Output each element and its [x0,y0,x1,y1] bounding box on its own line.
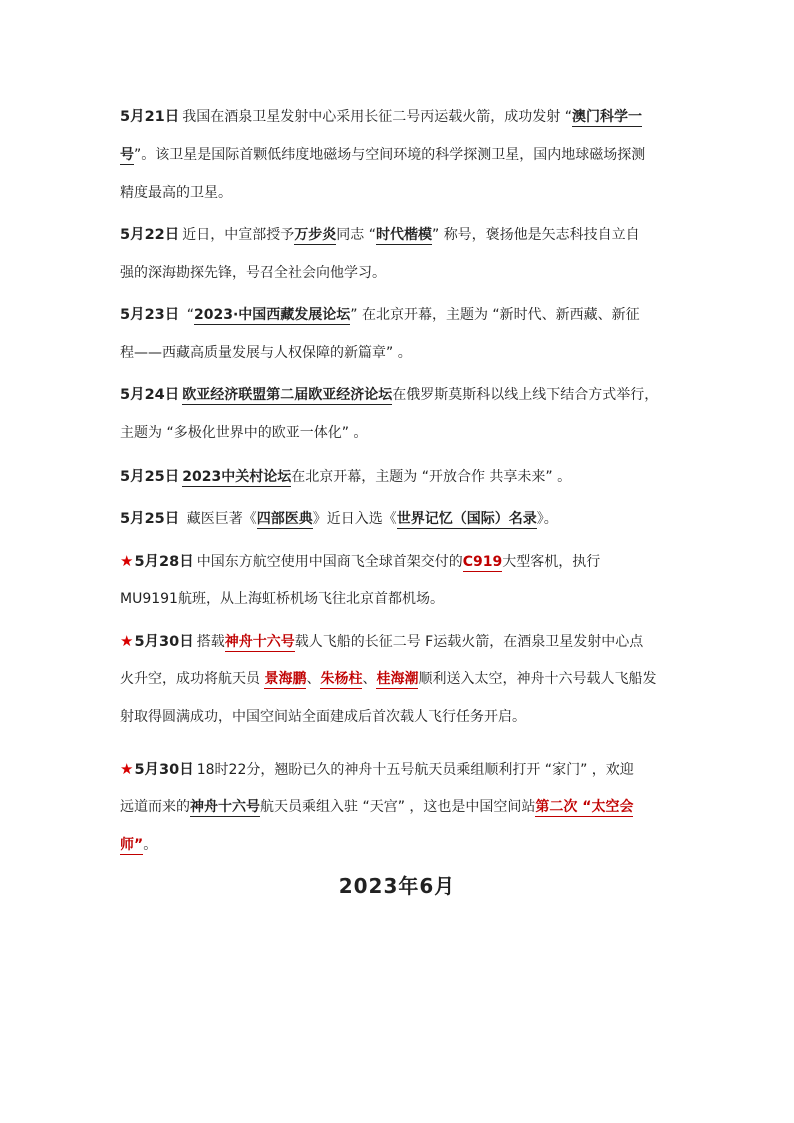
entry-line [120,458,700,496]
highlighted-term: 桂海潮 [376,671,419,687]
highlighted-term: 朱杨柱 [320,671,363,687]
entry-text: 在俄罗斯莫斯科以线上线下结合方式举行， [392,387,659,403]
entry-text: 在北京开幕，主题为 “开放合作 共享未来” 。 [291,469,572,485]
entry-line [120,500,700,538]
entry-line [120,296,700,334]
highlighted-term: 澳门科学一 [571,109,642,125]
entry-text: 》。 [536,511,558,527]
highlighted-term: 欧亚经济联盟第二届欧亚经济论坛 [182,387,393,403]
highlighted-term: C919 [462,554,503,570]
entry-line [120,750,700,788]
entry-text: 近日，中宣部授予 [182,227,295,243]
highlighted-term: 时代楷模 [375,227,432,243]
entry-line [120,376,700,414]
entry-text: 、 [362,671,377,687]
star-icon: ★ [120,760,134,778]
entry-line [120,254,700,292]
timeline-entry [120,542,700,618]
highlighted-term: 第二次 “太空会 [535,799,634,815]
timeline-entry [120,622,700,736]
timeline-entry [120,500,700,538]
entry-text: 中国东方航空使用中国商飞全球首架交付的 [196,554,463,570]
entry-line [120,334,700,372]
entry-line [120,660,700,698]
entry-text: 同志 “ [336,227,376,243]
entry-date: 5月25日 [120,511,180,527]
timeline-entry [120,376,700,452]
star-icon: ★ [120,632,134,650]
timeline-entry [120,296,700,372]
star-icon: ★ [120,552,134,570]
entry-text: 我国在酒泉卫星发射中心采用长征二号丙运载火箭，成功发射 “ [182,109,572,125]
entry-line [120,174,700,212]
entry-text: 、 [306,671,321,687]
highlighted-term: 2023中关村论坛 [182,469,292,485]
entry-text: ”。该卫星是国际首颗低纬度地磁场与空间环境的科学探测卫星，国内地球磁场探测 [134,147,646,163]
entry-text: 航天员乘组入驻 “天宫” ，这也是中国空间站 [260,799,536,815]
entry-text: ” 称号，褒扬他是矢志科技自立自 [431,227,640,243]
entry-line [120,542,700,580]
entry-line [120,788,700,826]
entry-text: 搭载 [196,634,225,650]
entry-line [120,826,700,864]
month-heading: 2023年6月 [338,874,456,898]
highlighted-term: 师” [120,837,144,853]
highlighted-term: 景海鹏 [264,671,307,687]
highlighted-term: 万步炎 [294,227,337,243]
entry-text: 火升空，成功将航天员 [120,671,265,687]
entry-line [120,580,700,618]
entry-date: 5月30日 [134,762,194,778]
entry-text: 远道而来的 [120,799,190,815]
timeline-entry [120,458,700,496]
entry-date: 5月21日 [120,109,180,125]
highlighted-term: 神舟十六号 [190,799,260,815]
entry-line [120,622,700,660]
entry-date: 5月22日 [120,227,180,243]
highlighted-term: 2023·中国西藏发展论坛 [193,307,351,323]
entry-text: 顺利送入太空，神舟十六号载人飞船发 [418,671,657,687]
entry-line [120,414,700,452]
entry-line [120,216,700,254]
entry-text: 。 [143,837,158,853]
highlighted-term: 世界记忆（国际）名录 [396,511,537,527]
entry-text: 射取得圆满成功，中国空间站全面建成后首次载人飞行任务开启。 [120,709,526,725]
entry-text: 藏医巨著《 [182,511,257,527]
entry-date: 5月30日 [134,634,194,650]
entry-text: 大型客机，执行 [502,554,601,570]
entry-text: ” 在北京开幕，主题为 “新时代、新西藏、新征 [350,307,640,323]
highlighted-term: 号 [120,147,134,163]
timeline-entry [120,98,700,212]
highlighted-term: 四部医典 [256,511,313,527]
entry-line [120,698,700,736]
entry-text: 精度最高的卫星。 [120,185,232,201]
entry-text: 程——西藏高质量发展与人权保障的新篇章” 。 [120,345,412,361]
entry-date: 5月24日 [120,387,180,403]
entry-date: 5月25日 [120,469,180,485]
entry-text: 强的深海勘探先锋，号召全社会向他学习。 [120,265,386,281]
entry-text: 》近日入选《 [312,511,397,527]
entry-text: 18时22分，翘盼已久的神舟十五号航天员乘组顺利打开 “家门” ，欢迎 [196,762,634,778]
entry-date: 5月23日 [120,307,180,323]
entry-line [120,136,700,174]
timeline-entry [120,216,700,292]
entry-text: 载人飞船的长征二号 F运载火箭，在酒泉卫星发射中心点 [294,634,644,650]
entry-text: MU9191航班，从上海虹桥机场飞往北京首都机场。 [120,591,444,607]
timeline-entry [120,750,700,864]
entry-text: “ [182,307,194,323]
entry-date: 5月28日 [134,554,194,570]
highlighted-term: 神舟十六号 [224,634,295,650]
entry-line [120,98,700,136]
entry-text: 主题为 “多极化世界中的欧亚一体化” 。 [120,425,368,441]
